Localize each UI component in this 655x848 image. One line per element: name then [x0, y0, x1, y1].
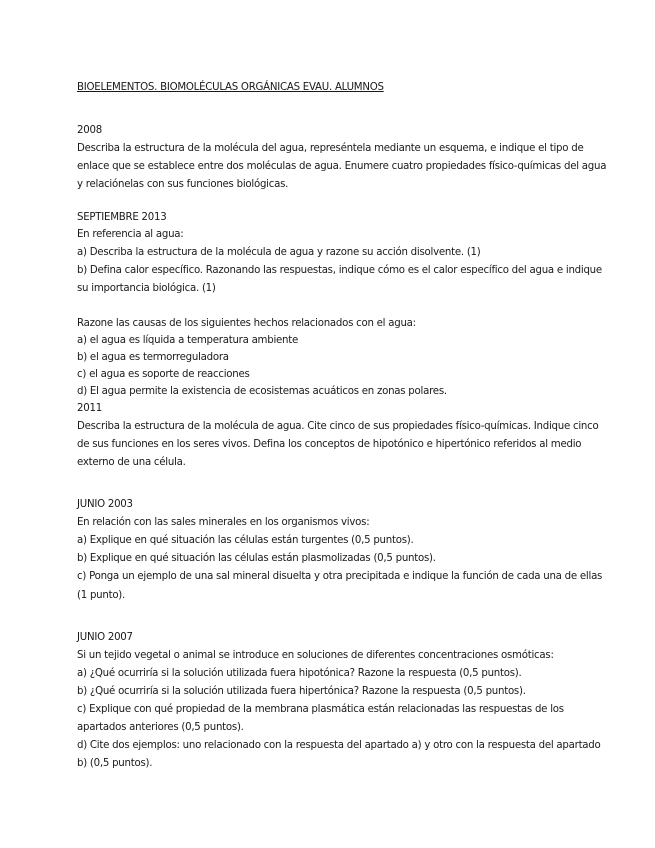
document-title: BIOELEMENTOS. BIOMOLÉCULAS ORGÁNICAS EVAU. ALUMNOS: [77, 82, 384, 93]
section-heading: JUNIO 2007: [77, 632, 133, 643]
text-line: a) Explique en qué situación las células están turgentes (0,5 puntos).: [77, 535, 414, 546]
text-line: Describa la estructura de la molécula de agua. Cite cinco de sus propiedades físico-químicas. Indique cinco: [77, 421, 599, 432]
text-line: a) el agua es líquida a temperatura ambiente: [77, 335, 299, 346]
question-year-2008: 2008: [77, 125, 102, 136]
text-line: b) Explique en qué situación las células están plasmolizadas (0,5 puntos).: [77, 553, 436, 564]
text-line: d) Cite dos ejemplos: uno relacionado con la respuesta del apartado a) y otro con la respuesta del apartado: [77, 740, 601, 751]
text-line: c) el agua es soporte de reacciones: [77, 369, 250, 380]
text-line: b) Defina calor específico. Razonando las respuestas, indique cómo es el calor específico del agua e indique: [77, 265, 602, 276]
text-line: c) Ponga un ejemplo de una sal mineral disuelta y otra precipitada e indique la función de cada una de ellas: [77, 571, 603, 582]
text-line: a) ¿Qué ocurriría si la solución utilizada fuera hipotónica? Razone la respuesta (0,5 puntos).: [77, 668, 522, 679]
text-line: d) El agua permite la existencia de ecosistemas acuáticos en zonas polares.: [77, 386, 447, 397]
text-line: Si un tejido vegetal o animal se introduce en soluciones de diferentes concentraciones osmóticas:: [77, 650, 554, 661]
text-line: Describa la estructura de la molécula del agua, represéntela mediante un esquema, e indique el tipo de: [77, 143, 584, 154]
text-line: c) Explique con qué propiedad de la membrana plasmática están relacionadas las respuestas de los: [77, 704, 564, 715]
text-line: Razone las causas de los siguientes hechos relacionados con el agua:: [77, 318, 416, 329]
text-line: externo de una célula.: [77, 457, 186, 468]
text-line: su importancia biológica. (1): [77, 283, 216, 294]
text-line: enlace que se establece entre dos moléculas de agua. Enumere cuatro propiedades físico-químicas del agua: [77, 161, 607, 172]
section-heading: 2011: [77, 403, 102, 414]
text-line: y relaciónelas con sus funciones biológicas.: [77, 179, 289, 190]
text-line: apartados anteriores (0,5 puntos).: [77, 722, 244, 733]
text-line: b) ¿Qué ocurriría si la solución utilizada fuera hipertónica? Razone la respuesta (0,5 puntos).: [77, 686, 526, 697]
text-line: En referencia al agua:: [77, 229, 184, 240]
text-line: En relación con las sales minerales en los organismos vivos:: [77, 517, 370, 528]
text-line: b) el agua es termorreguladora: [77, 352, 229, 363]
text-line: (1 punto).: [77, 590, 126, 601]
text-line: a) Describa la estructura de la molécula de agua y razone su acción disolvente. (1): [77, 247, 481, 258]
text-line: b) (0,5 puntos).: [77, 758, 153, 769]
section-heading: JUNIO 2003: [77, 499, 133, 510]
text-line: de sus funciones en los seres vivos. Defina los conceptos de hipotónico e hipertónico referidos al medio: [77, 439, 582, 450]
section-heading: SEPTIEMBRE 2013: [77, 212, 167, 223]
